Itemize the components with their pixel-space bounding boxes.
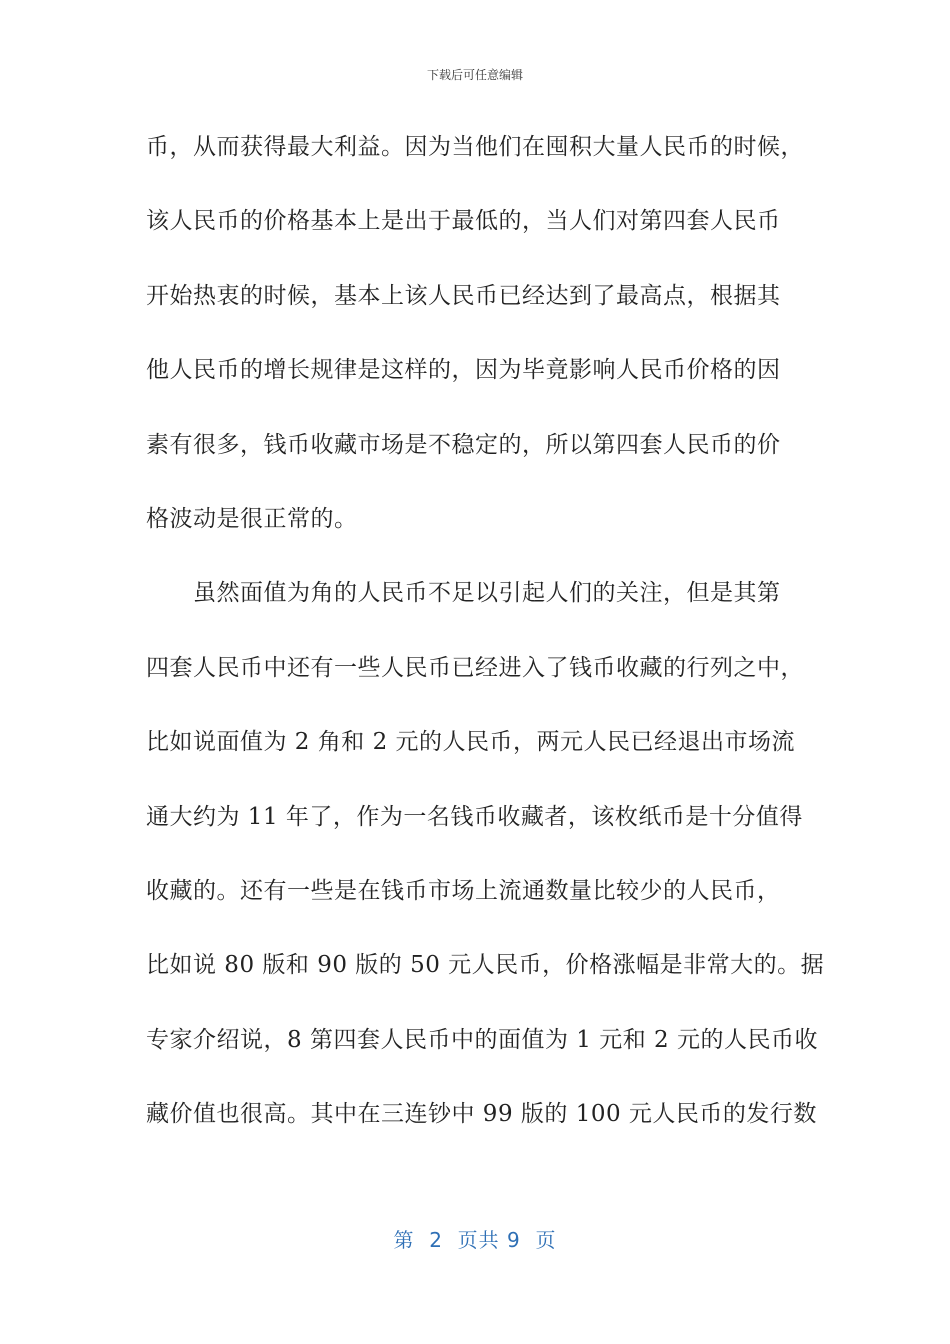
text-line: 格波动是很正常的。	[146, 505, 358, 532]
page-number-footer	[0, 1224, 950, 1253]
header-note: 下载后可任意编辑	[426, 68, 523, 82]
text-line: 通大约为 11 年了，作为一名钱币收藏者，该枚纸币是十分值得	[146, 803, 803, 830]
page-number-text: 第 2 页共 9 页	[393, 1228, 557, 1252]
text-line: 比如说面值为 2 角和 2 元的人民币，两元人民已经退出市场流	[146, 729, 796, 756]
text-line: 比如说 80 版和 90 版的 50 元人民币，价格涨幅是非常大的。据	[146, 952, 825, 979]
text-line: 该人民币的价格基本上是出于最低的，当人们对第四套人民币	[146, 208, 781, 235]
text-line: 收藏的。还有一些是在钱币市场上流通数量比较少的人民币，	[146, 877, 781, 904]
text-line: 开始热衷的时候，基本上该人民币已经达到了最高点，根据其	[146, 282, 781, 309]
document-body	[146, 122, 825, 1163]
text-line: 他人民币的增长规律是这样的，因为毕竟影响人民币价格的因	[146, 357, 781, 384]
text-line: 素有很多，钱币收藏市场是不稳定的，所以第四套人民币的价	[146, 431, 781, 458]
text-line: 专家介绍说，8 第四套人民币中的面值为 1 元和 2 元的人民币收	[146, 1026, 818, 1053]
text-line: 四套人民币中还有一些人民币已经进入了钱币收藏的行列之中，	[146, 654, 804, 681]
text-line: 藏价值也很高。其中在三连钞中 99 版的 100 元人民币的发行数	[146, 1101, 817, 1128]
text-line: 币，从而获得最大利益。因为当他们在囤积大量人民币的时候，	[146, 134, 804, 160]
text-line: 虽然面值为角的人民币不足以引起人们的关注，但是其第	[146, 580, 781, 607]
